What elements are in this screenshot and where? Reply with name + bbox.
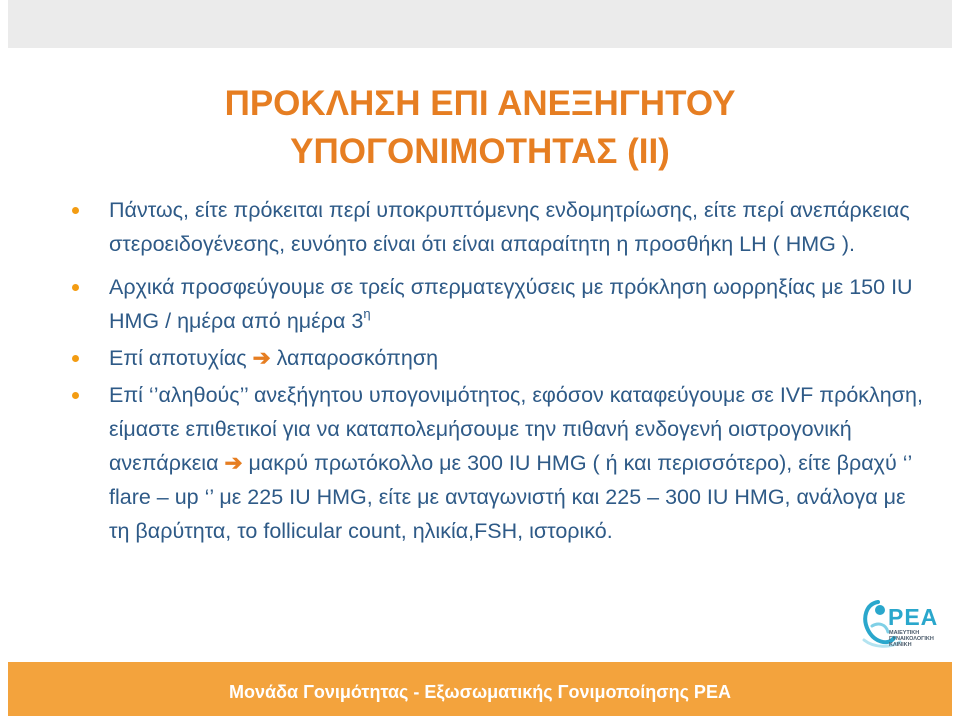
bullet-dot-icon: [72, 284, 79, 291]
logo-subtitle: ΜΑΙΕΥΤΙΚΗ ΓΥΝΑΙΚΟΛΟΓΙΚΗ ΚΛΙΝΙΚΗ: [889, 630, 934, 648]
bullet-text: Επί ‘’αληθούς’’ ανεξήγητου υπογονιμότητος, εφόσον καταφεύγουμε σε IVF πρόκληση, είμαστε επιθετικοί για να καταπολεμήσουμε την πιθανή ενδογενή οιστρογονική ανεπάρκεια: [109, 383, 923, 475]
bullet-text: μακρύ πρωτόκολλο με 300 IU HMG ( ή και περισσότερο), είτε βραχύ ‘’ flare – up ‘’ με 225 IU HMG, είτε με ανταγωνιστή και 225 – 300 IU HMG, ανάλογα με τη βαρύτητα, το follicular count, ηλικία,FSH, ιστορικό.: [109, 451, 912, 543]
bullet-dot-icon: [72, 207, 79, 214]
bullet-text: Αρχικά προσφεύγουμε σε τρείς σπερματεγχύσεις με πρόκληση ωορρηξίας με 150 IU HMG / ημέρα από ημέρα 3: [109, 275, 913, 333]
slide-title: [0, 80, 960, 176]
bullet-dot-icon: [72, 355, 79, 362]
bullet-item: [72, 270, 932, 338]
top-bar: [8, 0, 952, 48]
bullet-list: [72, 193, 932, 557]
bullet-dot-icon: [72, 392, 79, 399]
arrow-right-icon: ➔: [252, 346, 271, 370]
logo-name: ΡΕΑ: [888, 604, 939, 630]
superscript: η: [363, 305, 371, 321]
bullet-item: [72, 341, 932, 375]
title-line-2: ΥΠΟΓΟΝΙΜΟΤΗΤΑΣ (ΙΙ): [290, 132, 670, 171]
arrow-right-icon: ➔: [224, 451, 243, 475]
bullet-text: Επί αποτυχίας: [109, 346, 253, 370]
bullet-text: λαπαροσκόπηση: [270, 346, 439, 370]
bullet-item: [72, 378, 932, 548]
bullet-item: [72, 193, 932, 261]
bullet-text: Πάντως, είτε πρόκειται περί υποκρυπτόμενης ενδομητρίωσης, είτε περί ανεπάρκειας στεροειδογένεσης, ευνόητο είναι ότι είναι απαραίτητη η προσθήκη LH ( HMG ).: [109, 198, 910, 256]
title-line-1: ΠΡΟΚΛΗΣΗ ΕΠΙ ΑΝΕΞΗΓΗΤΟΥ: [224, 84, 736, 123]
footer-text: Μονάδα Γονιμότητας - Εξωσωματικής Γονιμοποίησης ΡΕΑ: [229, 682, 731, 702]
footer-bar: [8, 662, 952, 716]
